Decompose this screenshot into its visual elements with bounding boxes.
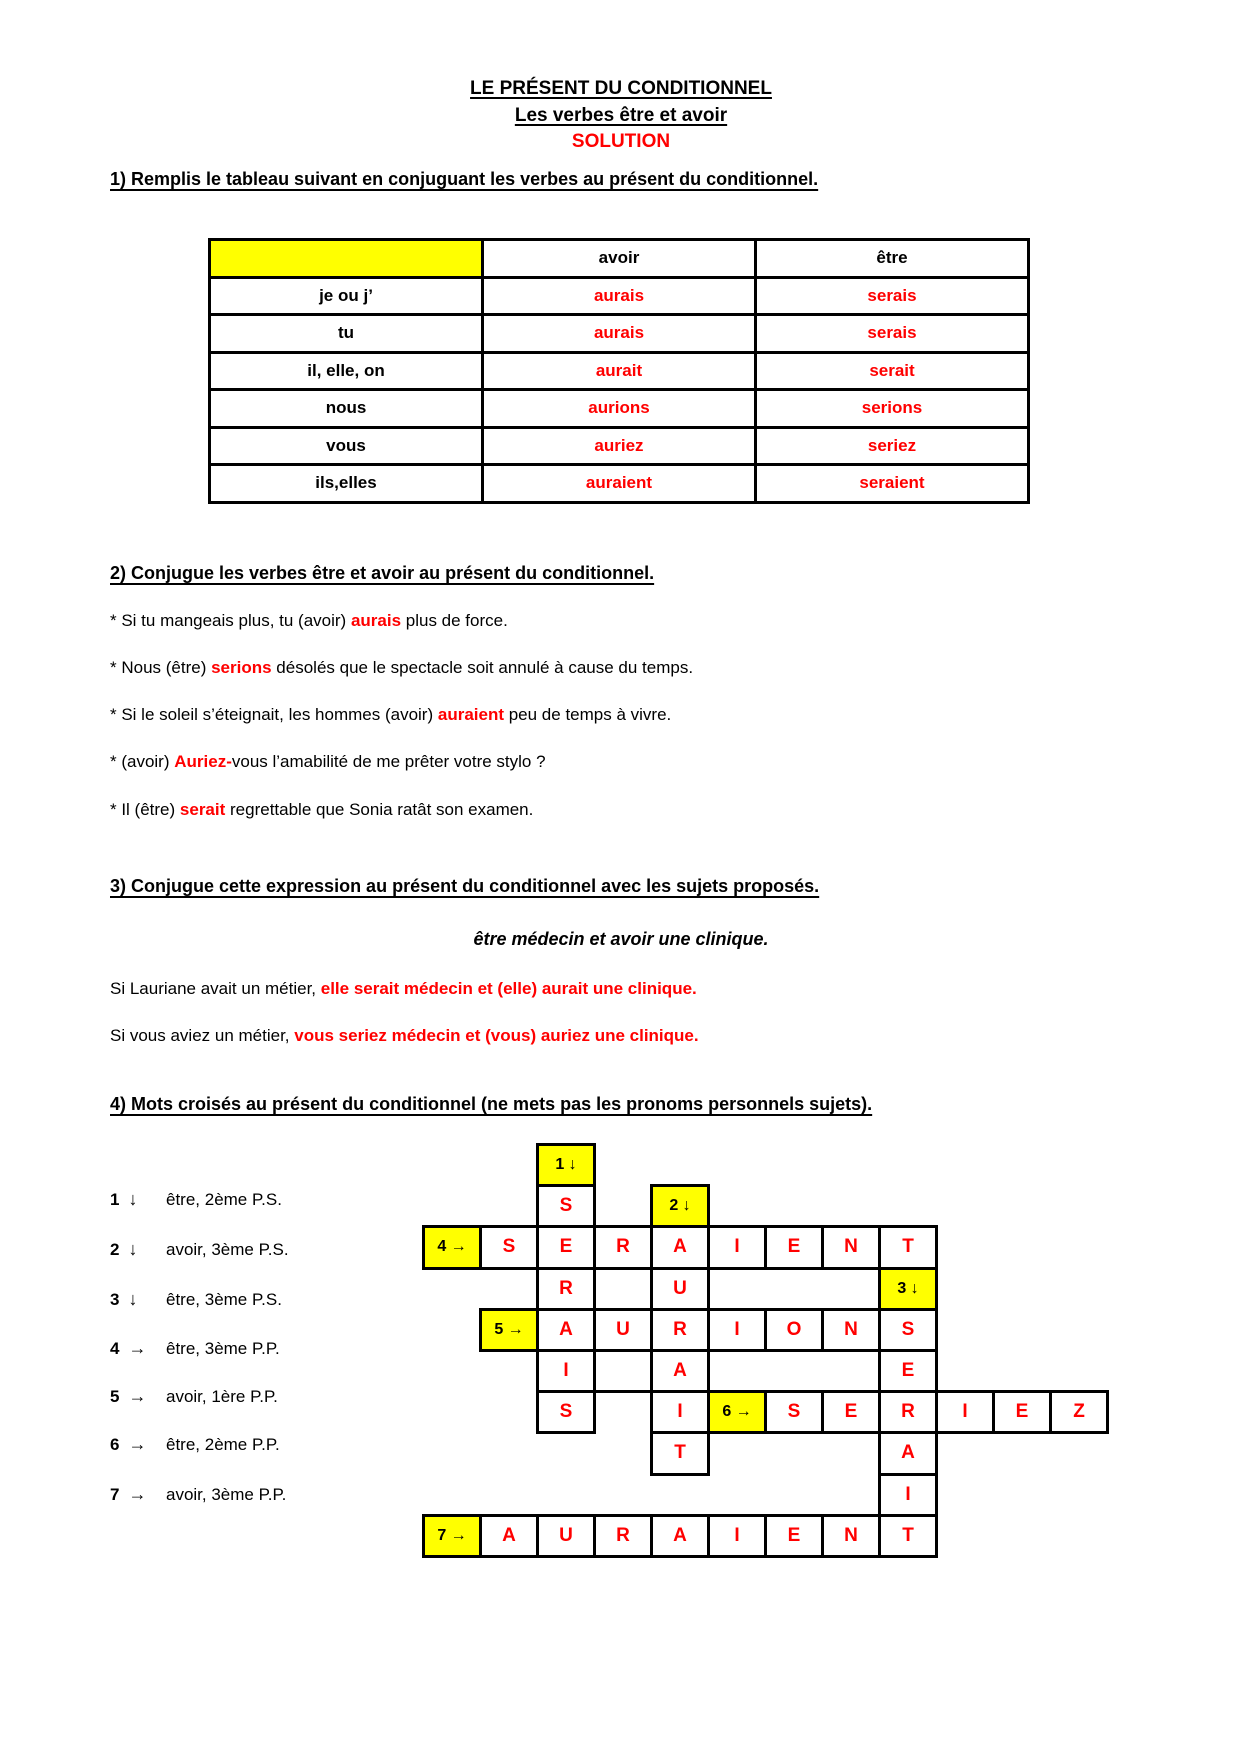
exercise-sentence [110, 657, 693, 679]
arrow-down-icon: ↓ [128, 1189, 138, 1209]
clue-number: 5 [110, 1387, 120, 1406]
section2-heading: 2) Conjugue les verbes être et avoir au présent du conditionnel. [110, 563, 655, 583]
sentence-post: vous l’amabilité de me prêter votre stylo ? [231, 752, 546, 771]
clue-number: 2 [110, 1240, 120, 1259]
solution-label: SOLUTION [571, 131, 671, 152]
crossword-clue [110, 1385, 278, 1408]
sentence-answer: vous seriez médecin et (vous) auriez une clinique. [294, 1026, 699, 1045]
crossword-letter-cell-r3c2: R [536, 1267, 596, 1311]
crossword-letter-cell-r5c4: A [650, 1349, 710, 1393]
crossword-letter-cell-r4c7: N [821, 1308, 881, 1352]
arrow-right-icon: → [128, 1484, 147, 1504]
table-corner-cell [210, 240, 483, 278]
sentence-answer: Auriez- [174, 752, 232, 771]
table-answer-cell: serions [756, 390, 1029, 428]
crossword-clue [110, 1288, 282, 1311]
sentence-answer: serait [179, 800, 226, 819]
crossword-letter-cell-r9c5: I [707, 1514, 767, 1558]
crossword-letter-cell-r4c2: A [536, 1308, 596, 1352]
table-pronoun-cell: ils,elles [210, 465, 483, 503]
crossword-letter-cell-r9c6: E [764, 1514, 824, 1558]
sentence-post: désolés que le spectacle soit annulé à cause du temps. [271, 658, 694, 677]
conjugation-table-body [210, 240, 1029, 503]
table-row [210, 352, 1029, 390]
crossword-label-cell-r4c1: 5 → [479, 1308, 539, 1352]
clue-key [110, 1288, 166, 1311]
sentence-post: regrettable que Sonia ratât son examen. [225, 800, 534, 819]
clue-key [110, 1337, 166, 1360]
crossword-label-cell-r2c0: 4 → [422, 1225, 482, 1269]
crossword-letter-cell-r8c8: I [878, 1473, 938, 1517]
crossword-clue [110, 1433, 280, 1456]
crossword-letter-cell-r5c8: E [878, 1349, 938, 1393]
crossword-letter-cell-r4c4: R [650, 1308, 710, 1352]
crossword-empty-cell-r3c3 [593, 1267, 653, 1311]
crossword-letter-cell-r6c8: R [878, 1390, 938, 1434]
table-answer-cell: aurions [483, 390, 756, 428]
exercise-sentence [110, 1025, 699, 1047]
sentence-post: peu de temps à vivre. [504, 705, 672, 724]
crossword-empty-cell-r5c3 [593, 1349, 653, 1393]
exercise-sentence [110, 978, 697, 1000]
clue-text: avoir, 3ème P.P. [166, 1485, 287, 1504]
table-answer-cell: aurait [483, 352, 756, 390]
clue-key [110, 1238, 166, 1261]
sentence-pre: * Si tu mangeais plus, tu (avoir) [110, 611, 351, 630]
sentence-pre: * Il (être) [110, 800, 180, 819]
expression-line: être médecin et avoir une clinique. [473, 929, 769, 949]
clue-number: 1 [110, 1190, 120, 1209]
table-pronoun-cell: nous [210, 390, 483, 428]
section4-heading: 4) Mots croisés au présent du conditionnel (ne mets pas les pronoms personnels sujets). [110, 1094, 873, 1114]
crossword-letter-cell-r7c8: A [878, 1431, 938, 1475]
crossword-letter-cell-r6c2: S [536, 1390, 596, 1434]
clue-number: 3 [110, 1290, 120, 1309]
crossword-letter-cell-r2c8: T [878, 1225, 938, 1269]
clue-key [110, 1385, 166, 1408]
crossword-label-cell-r1c4: 2 ↓ [650, 1184, 710, 1228]
sentence-pre: * Nous (être) [110, 658, 212, 677]
table-pronoun-cell: il, elle, on [210, 352, 483, 390]
crossword-clue [110, 1337, 280, 1360]
clue-number: 7 [110, 1485, 120, 1504]
crossword-letter-cell-r2c6: E [764, 1225, 824, 1269]
crossword-clue [110, 1188, 282, 1211]
crossword-grid [422, 1143, 1109, 1559]
crossword-empty-cell-r5c5 [707, 1349, 881, 1393]
clue-text: avoir, 1ère P.P. [166, 1387, 278, 1406]
exercise-sentence [110, 610, 508, 632]
crossword-letter-cell-r6c7: E [821, 1390, 881, 1434]
table-row [210, 465, 1029, 503]
table-answer-cell: aurais [483, 315, 756, 353]
crossword-letter-cell-r4c8: S [878, 1308, 938, 1352]
sentence-answer: elle serait médecin et (elle) aurait une clinique. [320, 979, 697, 998]
clue-number: 4 [110, 1339, 120, 1358]
table-answer-cell: aurais [483, 277, 756, 315]
table-pronoun-cell: je ou j’ [210, 277, 483, 315]
crossword-letter-cell-r7c4: T [650, 1431, 710, 1475]
arrow-right-icon: → [128, 1338, 147, 1358]
table-answer-cell: auraient [483, 465, 756, 503]
table-answer-cell: auriez [483, 427, 756, 465]
crossword-letter-cell-r6c6: S [764, 1390, 824, 1434]
crossword-letter-cell-r2c1: S [479, 1225, 539, 1269]
section3-heading: 3) Conjugue cette expression au présent du conditionnel avec les sujets proposés. [110, 876, 820, 896]
clue-key [110, 1188, 166, 1211]
clue-text: avoir, 3ème P.S. [166, 1240, 289, 1259]
crossword-clue [110, 1238, 289, 1261]
clue-text: être, 3ème P.S. [166, 1290, 282, 1309]
clue-key [110, 1433, 166, 1456]
crossword-letter-cell-r6c4: I [650, 1390, 710, 1434]
clue-text: être, 3ème P.P. [166, 1339, 280, 1358]
crossword-letter-cell-r4c6: O [764, 1308, 824, 1352]
table-answer-cell: serais [756, 315, 1029, 353]
clue-text: être, 2ème P.S. [166, 1190, 282, 1209]
page-subtitle: Les verbes être et avoir [514, 105, 728, 126]
table-answer-cell: serais [756, 277, 1029, 315]
crossword-letter-cell-r1c2: S [536, 1184, 596, 1228]
exercise-sentence [110, 751, 546, 773]
exercise-sentence [110, 704, 671, 726]
table-row [210, 390, 1029, 428]
section1-heading: 1) Remplis le tableau suivant en conjuguant les verbes au présent du conditionnel. [110, 169, 819, 189]
arrow-right-icon: → [128, 1434, 147, 1454]
crossword-label-cell-r9c0: 7 → [422, 1514, 482, 1558]
crossword-label-cell-r0c2: 1 ↓ [536, 1143, 596, 1187]
crossword-letter-cell-r2c2: E [536, 1225, 596, 1269]
crossword-letter-cell-r9c1: A [479, 1514, 539, 1558]
crossword-letter-cell-r2c7: N [821, 1225, 881, 1269]
crossword-letter-cell-r2c3: R [593, 1225, 653, 1269]
table-header-row [210, 240, 1029, 278]
table-answer-cell: seriez [756, 427, 1029, 465]
crossword-letter-cell-r9c8: T [878, 1514, 938, 1558]
crossword-letter-cell-r5c2: I [536, 1349, 596, 1393]
sentence-pre: * Si le soleil s’éteignait, les hommes (avoir) [110, 705, 438, 724]
arrow-down-icon: ↓ [128, 1289, 138, 1309]
crossword-clue [110, 1483, 286, 1506]
conjugation-table [208, 238, 1030, 504]
table-header-cell: être [756, 240, 1029, 278]
crossword-letter-cell-r3c4: U [650, 1267, 710, 1311]
sentence-answer: aurais [350, 611, 402, 630]
crossword-letter-cell-r9c4: A [650, 1514, 710, 1558]
sentence-pre: Si Lauriane avait un métier, [110, 979, 321, 998]
crossword-label-cell-r3c8: 3 ↓ [878, 1267, 938, 1311]
crossword-letter-cell-r6c10: E [992, 1390, 1052, 1434]
crossword-letter-cell-r9c7: N [821, 1514, 881, 1558]
table-pronoun-cell: vous [210, 427, 483, 465]
sentence-pre: Si vous aviez un métier, [110, 1026, 295, 1045]
sentence-pre: * (avoir) [110, 752, 175, 771]
crossword-empty-cell-r3c5 [707, 1267, 881, 1311]
clue-text: être, 2ème P.P. [166, 1435, 280, 1454]
arrow-right-icon: → [128, 1386, 147, 1406]
clue-key [110, 1483, 166, 1506]
sentence-post: plus de force. [401, 611, 508, 630]
table-header-cell: avoir [483, 240, 756, 278]
crossword-letter-cell-r9c3: R [593, 1514, 653, 1558]
crossword-label-cell-r6c5: 6 → [707, 1390, 767, 1434]
sentence-answer: serions [211, 658, 272, 677]
crossword-letter-cell-r2c4: A [650, 1225, 710, 1269]
crossword-letter-cell-r4c3: U [593, 1308, 653, 1352]
table-row [210, 277, 1029, 315]
clue-number: 6 [110, 1435, 120, 1454]
crossword-letter-cell-r9c2: U [536, 1514, 596, 1558]
table-pronoun-cell: tu [210, 315, 483, 353]
table-answer-cell: seraient [756, 465, 1029, 503]
arrow-down-icon: ↓ [128, 1239, 138, 1259]
table-answer-cell: serait [756, 352, 1029, 390]
crossword-letter-cell-r6c9: I [935, 1390, 995, 1434]
crossword-letter-cell-r6c11: Z [1049, 1390, 1109, 1434]
crossword-letter-cell-r4c5: I [707, 1308, 767, 1352]
crossword-letter-cell-r2c5: I [707, 1225, 767, 1269]
sentence-answer: auraient [437, 705, 504, 724]
table-row [210, 427, 1029, 465]
page-title: LE PRÉSENT DU CONDITIONNEL [470, 78, 772, 99]
exercise-sentence [110, 799, 533, 821]
table-row [210, 315, 1029, 353]
